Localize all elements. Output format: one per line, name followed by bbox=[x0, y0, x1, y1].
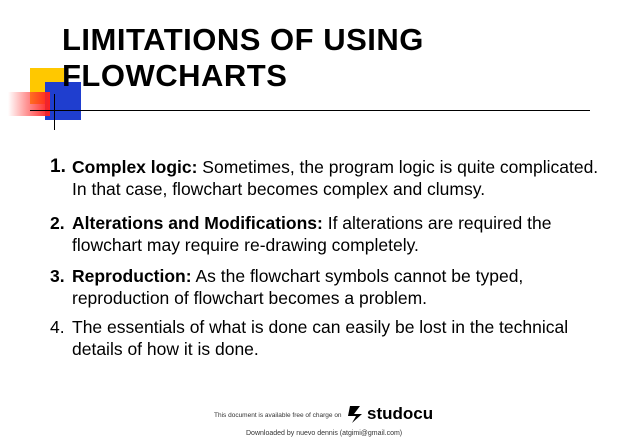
list-item bbox=[50, 212, 610, 256]
title-underline bbox=[30, 110, 590, 111]
list-item bbox=[50, 316, 610, 360]
item-text: If alterations are required the flowchart may require re-drawing completely. bbox=[72, 213, 552, 255]
item-number: 2. bbox=[50, 213, 65, 233]
list-item bbox=[50, 156, 610, 200]
download-note: Downloaded by nuevo dennis (atgimi@gmail.com) bbox=[246, 430, 403, 437]
item-term: Reproduction: bbox=[72, 266, 192, 286]
item-text: The essentials of what is done can easily be lost in the technical details of how it is done. bbox=[72, 317, 569, 359]
slide-title: LIMITATIONS OF USING FLOWCHARTS bbox=[62, 22, 424, 93]
decor-vertical-line bbox=[54, 94, 55, 130]
decor-red-square bbox=[8, 92, 50, 116]
item-text: As the flowchart symbols cannot be typed, reproduction of flowchart becomes a problem. bbox=[72, 266, 524, 308]
item-number: 4. bbox=[50, 317, 65, 337]
item-number: 1. bbox=[50, 156, 66, 177]
item-term: Alterations and Modifications: bbox=[72, 213, 323, 233]
item-number: 3. bbox=[50, 266, 65, 286]
item-term: Complex logic: bbox=[72, 157, 198, 177]
studocu-logo-icon[interactable] bbox=[344, 403, 366, 425]
item-text: Sometimes, the program logic is quite complicated. In that case, flowchart becomes complex and clumsy. bbox=[72, 157, 599, 199]
list-item bbox=[50, 265, 610, 309]
limitations-list bbox=[50, 156, 610, 360]
availability-note: This document is available free of charge on bbox=[214, 412, 342, 419]
studocu-logo-text[interactable]: studocu bbox=[367, 404, 434, 423]
